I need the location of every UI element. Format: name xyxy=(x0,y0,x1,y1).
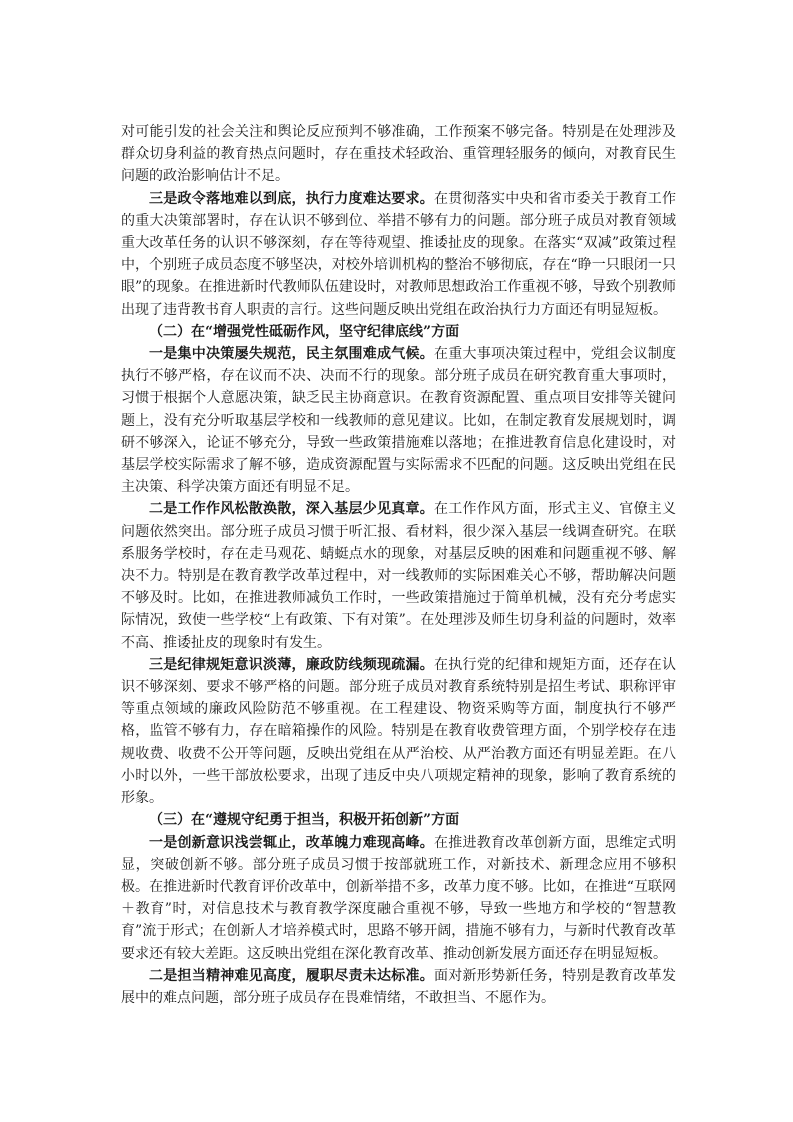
paragraph-text: 对可能引发的社会关注和舆论反应预判不够准确，工作预案不够完备。特别是在处理涉及群众切身利益的教育热点问题时，存在重技术轻政治、重管理轻服务的倾向，对教育民生问题的政治影响估计不足。 xyxy=(121,124,676,185)
paragraph-innovation xyxy=(121,832,676,965)
paragraph-lead: 二是工作作风松散涣散，深入基层少见真章。 xyxy=(149,501,434,518)
document-page xyxy=(121,121,676,1009)
paragraph-text: 在执行党的纪律和规矩方面，还存在认识不够深刻、要求不够严格的问题。部分班子成员对教育系统特别是招生考试、职称评审等重点领域的廉政风险防范不够重视。在工程建设、物资采购等方面，制度执行不够严格，监管不够有力，存在暗箱操作的风险。特别是在教育收费管理方面，个别学校存在违规收费、收费不公开等问题，反映出党组在从严治校、从严治教方面还有明显差距。在八小时以外，一些干部放松要求，出现了违反中央八项规定精神的现象，影响了教育系统的形象。 xyxy=(121,656,676,807)
paragraph-work-style xyxy=(121,498,676,653)
paragraph-lead: 二是担当精神难见高度，履职尽责未达标准。 xyxy=(149,967,434,984)
paragraph-lead: 三是纪律规矩意识淡薄，廉政防线频现疏漏。 xyxy=(149,656,434,673)
paragraph-lead: 三是政令落地难以到底，执行力度难达要求。 xyxy=(149,190,434,207)
paragraph-responsibility xyxy=(121,965,676,1009)
paragraph-discipline xyxy=(121,654,676,809)
paragraph-policy-execution xyxy=(121,188,676,321)
paragraph-lead: 一是集中决策屡失规范，民主氛围难成气候。 xyxy=(149,346,434,363)
paragraph-continuation xyxy=(121,121,676,188)
paragraph-lead: 一是创新意识浅尝辄止，改革魄力难现高峰。 xyxy=(149,834,434,851)
section-heading-3: （三）在“遵规守纪勇于担当，积极开拓创新”方面 xyxy=(149,812,460,829)
paragraph-text: 在重大事项决策过程中，党组会议制度执行不够严格，存在议而不决、决而不行的现象。部分班子成员在研究教育重大事项时，习惯于根据个人意愿决策，缺乏民主协商意识。在教育资源配置、重点项目安排等关键问题上，没有充分听取基层学校和一线教师的意见建议。比如，在制定教育发展规划时，调研不够深入，论证不够充分，导致一些政策措施难以落地；在推进教育信息化建设时，对基层学校实际需求了解不够，造成资源配置与实际需求不匹配的问题。这反映出党组在民主决策、科学决策方面还有明显不足。 xyxy=(121,346,676,496)
section-heading-2: （二）在“增强党性砥砺作风，坚守纪律底线”方面 xyxy=(149,323,460,340)
paragraph-text: 面对新形势新任务，特别是教育改革发展中的难点问题，部分班子成员存在畏难情绪，不敢担当、不愿作为。 xyxy=(121,967,676,1006)
paragraph-decision-making xyxy=(121,343,676,498)
paragraph-text: 在推进教育改革创新方面，思维定式明显，突破创新不够。部分班子成员习惯于按部就班工作，对新技术、新理念应用不够积极。在推进新时代教育评价改革中，创新举措不多，改革力度不够。比如，在推进“互联网＋教育”时，对信息技术与教育教学深度融合重视不够，导致一些地方和学校的“智慧教育”流于形式；在创新人才培养模式时，思路不够开阔，措施不够有力，与新时代教育改革要求还有较大差距。这反映出党组在深化教育改革、推动创新发展方面还存在明显短板。 xyxy=(121,834,676,962)
paragraph-text: 在工作作风方面，形式主义、官僚主义问题依然突出。部分班子成员习惯于听汇报、看材料，很少深入基层一线调查研究。在联系服务学校时，存在走马观花、蜻蜓点水的现象，对基层反映的困难和问题重视不够、解决不力。特别是在教育教学改革过程中，对一线教师的实际困难关心不够，帮助解决问题不够及时。比如，在推进教师减负工作时，一些政策措施过于简单机械，没有充分考虑实际情况，致使一些学校“上有政策、下有对策”。在处理涉及师生切身利益的问题时，效率不高、推诿扯皮的现象时有发生。 xyxy=(121,501,676,651)
paragraph-text: 在贯彻落实中央和省市委关于教育工作的重大决策部署时，存在认识不够到位、举措不够有力的问题。部分班子成员对教育领域重大改革任务的认识不够深刻，存在等待观望、推诿扯皮的现象。在落实“双减”政策过程中，个别班子成员态度不够坚决，对校外培训机构的整治不够彻底，存在“睁一只眼闭一只眼”的现象。在推进新时代教师队伍建设时，对教师思想政治工作重视不够，导致个别教师出现了违背教书育人职责的言行。这些问题反映出党组在政治执行力方面还有明显短板。 xyxy=(121,190,676,318)
